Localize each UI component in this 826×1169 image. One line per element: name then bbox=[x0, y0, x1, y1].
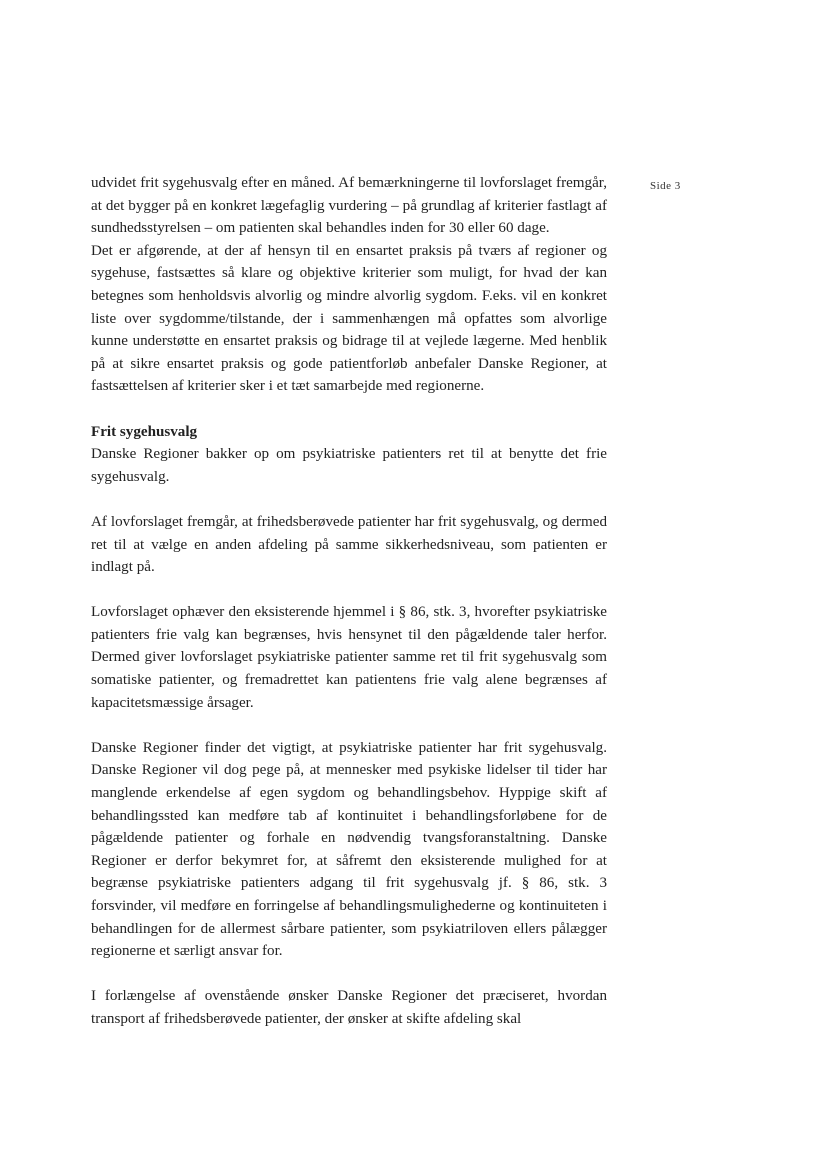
document-body bbox=[91, 172, 607, 1031]
section-heading: Frit sygehusvalg bbox=[91, 423, 198, 440]
paragraph-intro: udvidet frit sygehusvalg efter en måned. Af bemærkningerne til lovforslaget fremgår, at det bygger på en konkret lægefaglig vurdering – på grundlag af kriterier fastlagt af sundhedsstyrelsen – om patienten skal behandles inden for 30 eller 60 dage. bbox=[91, 175, 607, 237]
paragraph-criteria: Det er afgørende, at der af hensyn til en ensartet praksis på tværs af regioner og sygehuse, fastsættes så klare og objektive kriterier som muligt, for hvad der kan betegnes som henholdsvis alvorlig og mindre alvorlig sygdom. F.eks. vil en konkret liste over sygdomme/tilstande, der i sammenhængen må opfattes som alvorlige kunne understøtte en ensartet praksis og bidrage til at vejlede lægerne. Med henblik på at sikre ensartet praksis og gode patientforløb anbefaler Danske Regioner, at fastsættelsen af kriterier sker i et tæt samarbejde med regionerne. bbox=[91, 242, 607, 395]
paragraph-repeal: Lovforslaget ophæver den eksisterende hjemmel i § 86, stk. 3, hvorefter psykiatriske patienters frie valg kan begrænses, hvis hensynet til den pågældende taler herfor. Dermed giver lovforslaget psykiatriske patienter samme ret til frit sygehusvalg som somatiske patienter, og fremadrettet kan patientens frie valg alene begrænses af kapacitetsmæssige årsager. bbox=[91, 604, 607, 711]
paragraph-detained-patients: Af lovforslaget fremgår, at frihedsberøvede patienter har frit sygehusvalg, og dermed ret til at vælge en anden afdeling på samme sikkerhedsniveau, som patienten er indlagt på. bbox=[91, 513, 607, 576]
paragraph-concern: Danske Regioner finder det vigtigt, at psykiatriske patienter har frit sygehusvalg. Danske Regioner vil dog pege på, at mennesker med psykiske lidelser til tider har manglende erkendelse af egen sygdom og behandlingsbehov. Hyppige skift af behandlingssted kan medføre tab af kontinuitet i behandlingsforløbene for de pågældende patienter og forhale en nødvendig tvangsforanstaltning. Danske Regioner er derfor bekymret for, at såfremt den eksisterende mulighed for at begrænse psykiatriske patienters adgang til frit sygehusvalg jf. § 86, stk. 3 forsvinder, vil medføre en forringelse af behandlingsmulighederne og kontinuiteten i behandlingen for de allermest sårbare patienter, som psykiatriloven ellers pålægger regionerne et særligt ansvar for. bbox=[91, 739, 607, 960]
page-number: Side 3 bbox=[650, 180, 681, 192]
paragraph-transport: I forlængelse af ovenstående ønsker Danske Regioner det præciseret, hvordan transport af frihedsberøvede patienter, der ønsker at skifte afdeling skal bbox=[91, 988, 607, 1027]
paragraph-support: Danske Regioner bakker op om psykiatriske patienters ret til at benytte det frie sygehusvalg. bbox=[91, 446, 607, 485]
